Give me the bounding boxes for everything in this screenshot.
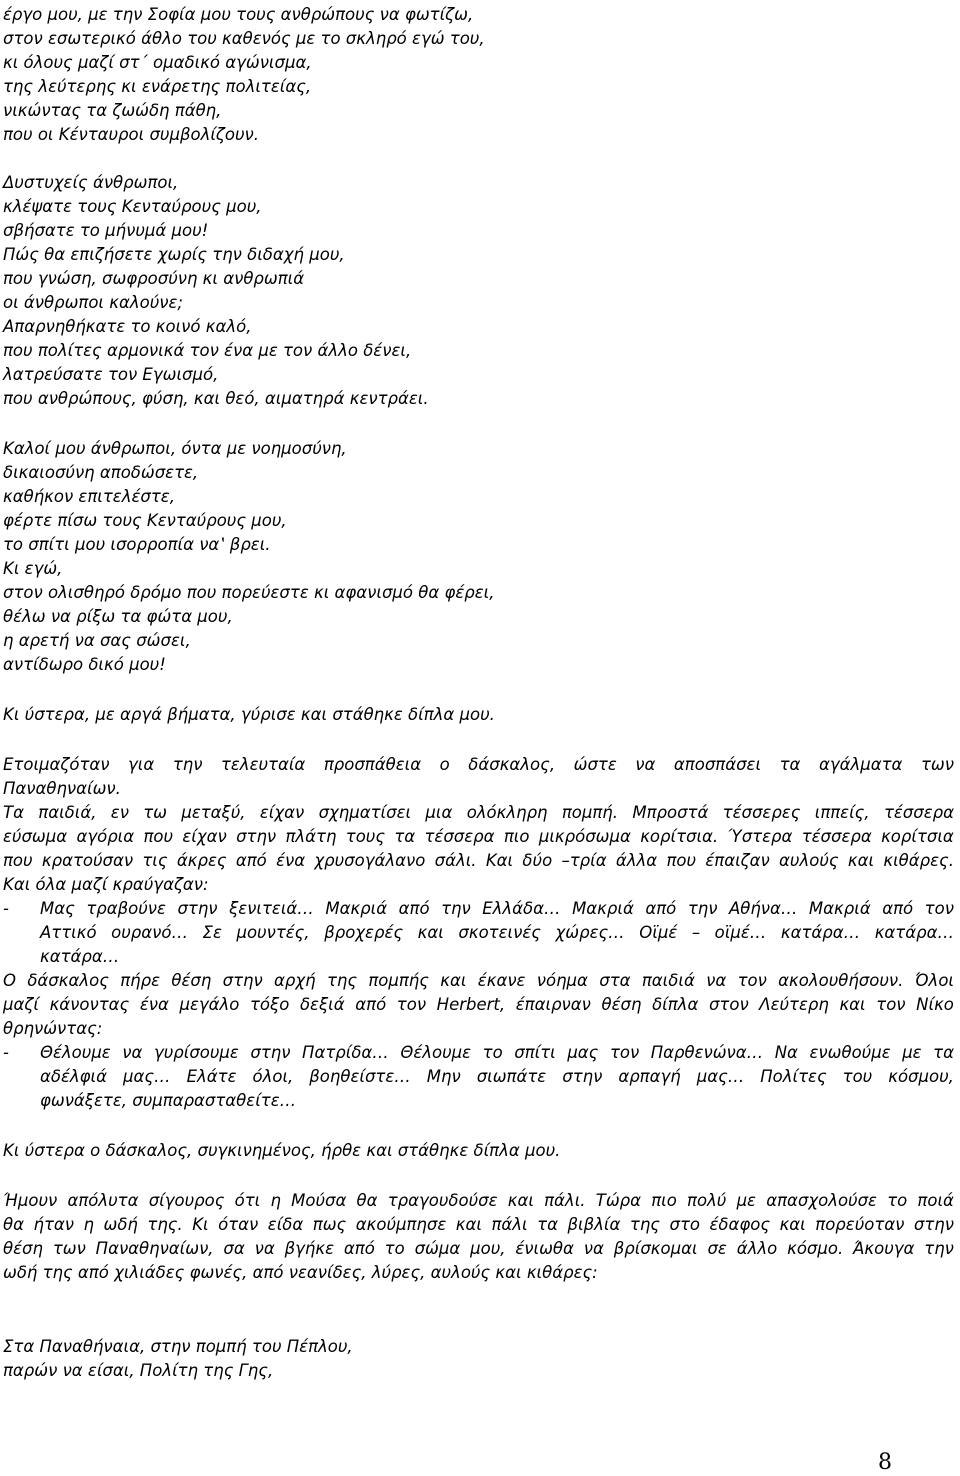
word: κρατούσαν	[41, 851, 134, 870]
word: Ελάτε	[186, 1067, 237, 1086]
word: εν	[110, 803, 129, 822]
word: αγόρια	[76, 827, 135, 846]
word: ακούμπησε	[355, 1215, 447, 1234]
word: σε	[707, 1239, 727, 1258]
word: που	[143, 827, 174, 846]
word: προσπάθεια	[323, 755, 422, 774]
word: της	[326, 971, 358, 990]
word: απασχολούσε	[766, 1191, 877, 1210]
word: το	[482, 1043, 503, 1062]
word: πάλι.	[544, 1191, 586, 1210]
word: νόημα	[536, 971, 588, 990]
word: τόξο	[250, 995, 290, 1014]
word: ωδή	[103, 1215, 138, 1234]
word: Μούσα	[291, 1191, 347, 1210]
word: τον	[924, 899, 954, 918]
poem-line: νικώντας τα ζωώδη πάθη,	[3, 101, 222, 120]
word: βγήκε	[284, 1239, 335, 1258]
word: και	[455, 1215, 482, 1234]
word: τραγουδούσε	[387, 1191, 498, 1210]
word: βιβλία	[567, 1215, 621, 1234]
poem-line: έργο μου, με την Σοφία μου τους ανθρώπους να φωτίζω,	[3, 5, 474, 24]
word: δεξιά	[299, 995, 345, 1014]
word: τέσσερα	[424, 827, 495, 846]
word: πάλι	[491, 1215, 528, 1234]
poem-line: Πώς θα επιζήσετε χωρίς την διδαχή μου,	[3, 245, 345, 264]
word: κόσμο.	[787, 1239, 844, 1258]
word: μαζί	[3, 995, 39, 1014]
word: ήταν	[33, 1215, 74, 1234]
word: βρίσκομαι	[613, 1239, 698, 1258]
poem-line: Καλοί μου άνθρωποι, όντα με νοημοσύνη,	[3, 439, 347, 458]
word: να	[583, 1239, 604, 1258]
word: σα	[223, 1239, 245, 1258]
word: σπίτι	[514, 1043, 556, 1062]
paragraph-line: θρηνώντας:	[3, 1019, 103, 1038]
word: χώρες…	[555, 923, 625, 942]
word: Σε	[202, 923, 222, 942]
word: μεγάλο	[179, 995, 240, 1014]
word: σιωπάτε	[476, 1067, 547, 1086]
justified-line	[3, 826, 954, 848]
word: Αθήνα…	[728, 899, 798, 918]
poem-line: καθήκον επιτελέστε,	[3, 487, 175, 506]
word: Ύστερα	[727, 827, 793, 846]
word: άλλο	[736, 1239, 778, 1258]
word: θα	[356, 1191, 378, 1210]
word: Οϊμέ	[639, 923, 678, 942]
justified-line	[3, 850, 954, 872]
word: –τρία	[561, 851, 607, 870]
word: δάσκαλος,	[468, 755, 556, 774]
word: σίγουρος	[148, 1191, 225, 1210]
word: Και	[485, 851, 514, 870]
word: κορίτσια	[881, 827, 954, 846]
poem-line: η αρετή να σας σώσει,	[3, 631, 191, 650]
word: το	[887, 1191, 908, 1210]
word: έκανε	[477, 971, 526, 990]
word: τραβούνε	[86, 899, 166, 918]
word: τα	[537, 1215, 558, 1234]
word: τον	[876, 995, 906, 1014]
poem-line: στον ολισθηρό δρόμο που πορεύεστε κι αφανισμό θα φέρει,	[3, 583, 495, 602]
paragraph-line: Παναθηναίων.	[3, 779, 121, 798]
word: με	[902, 1043, 922, 1062]
word: Πατρίδα…	[302, 1043, 389, 1062]
word: όταν	[218, 1215, 259, 1234]
word: πλάτη	[285, 827, 337, 846]
word: η	[270, 1191, 281, 1210]
word: δίπλα	[652, 995, 699, 1014]
word: στην	[250, 1043, 291, 1062]
poem-line: που γνώση, σωφροσύνη κι ανθρωπιά	[3, 269, 305, 288]
word: έπαιρναν	[515, 995, 591, 1014]
word: Herbert,	[436, 995, 506, 1014]
word: με	[736, 1191, 756, 1210]
word: οϊμέ…	[714, 923, 767, 942]
poem-line: κλέψατε τους Κενταύρους μου,	[3, 197, 262, 216]
word: θέση	[3, 1239, 43, 1258]
word: τις	[142, 851, 168, 870]
justified-line	[40, 1066, 954, 1088]
justified-line	[3, 970, 954, 992]
word: Παρθενώνα…	[650, 1043, 764, 1062]
word: ολόκληρη	[466, 803, 548, 822]
word: και	[779, 1215, 806, 1234]
word: πομπή.	[561, 803, 619, 822]
word: τον	[737, 971, 767, 990]
poem-line: Κι εγώ,	[3, 559, 63, 578]
word: μια	[425, 803, 453, 822]
word: πιο	[503, 827, 530, 846]
word: χρυσογάλανο	[314, 851, 426, 870]
word: σχηματίσει	[318, 803, 412, 822]
word: πήρε	[120, 971, 161, 990]
justified-line	[3, 802, 954, 824]
final-line: παρών να είσαι, Πολίτη της Γης,	[3, 1361, 274, 1380]
word: αρπαγή	[618, 1067, 681, 1086]
poem-line: που πολίτες αρμονικά τον ένα με τον άλλο δένει,	[3, 341, 412, 360]
word: Μας	[40, 899, 75, 918]
word: είχαν	[259, 803, 305, 822]
justified-line	[3, 994, 954, 1016]
word: αδέλφιά	[40, 1067, 107, 1086]
word: τέσσερα	[883, 803, 954, 822]
word: η	[83, 1215, 94, 1234]
word: να	[122, 1043, 143, 1062]
poem-line: που ανθρώπους, φύση, και θεό, αιματηρά κεντράει.	[3, 389, 429, 408]
dash-marker: -	[3, 899, 9, 918]
word: Τώρα	[595, 1191, 641, 1210]
justified-line	[3, 1238, 954, 1260]
word: βροχερές	[324, 923, 404, 942]
word: Παναθηναίων,	[95, 1239, 214, 1258]
word: μικρόσωμα	[538, 827, 631, 846]
word: να	[254, 1239, 275, 1258]
word: σκοτεινές	[458, 923, 541, 942]
word: Τα	[3, 803, 24, 822]
word: αγάλματα	[818, 755, 903, 774]
word: ιππείς,	[814, 803, 870, 822]
word: ποιά	[917, 1191, 954, 1210]
word: Θέλουμε	[400, 1043, 472, 1062]
word: Αττικό	[40, 923, 97, 942]
word: και	[847, 851, 875, 870]
word: στην	[236, 827, 277, 846]
word: απόλυτα	[67, 1191, 139, 1210]
word: Να	[774, 1043, 798, 1062]
word: σάλι.	[434, 851, 477, 870]
paragraph-line: κατάρα…	[40, 947, 120, 966]
closing-line: Κι ύστερα ο δάσκαλος, συγκινημένος, ήρθε και στάθηκε δίπλα μου.	[3, 1141, 561, 1160]
word: ξενιτειά…	[229, 899, 314, 918]
word: από	[355, 995, 387, 1014]
word: πιο	[651, 1191, 677, 1210]
poem-line: Απαρνηθήκατε το κοινό καλό,	[3, 317, 252, 336]
poem-line: οι άνθρωποι καλούνε;	[3, 293, 183, 312]
poem-line: κι όλους μαζί στ΄ ομαδικό αγώνισμα,	[3, 53, 312, 72]
word: τον	[396, 995, 427, 1014]
word: Κι	[192, 1215, 209, 1234]
word: αρχή	[274, 971, 316, 990]
word: την	[441, 899, 471, 918]
justified-line	[40, 922, 954, 944]
word: Μπροστά	[632, 803, 709, 822]
word: πως	[312, 1215, 347, 1234]
word: τελευταία	[220, 755, 306, 774]
word: τα	[933, 1043, 954, 1062]
poem-line: που οι Κένταυροι συμβολίζουν.	[3, 125, 260, 144]
word: Όλοι	[914, 971, 954, 990]
word: από	[882, 899, 914, 918]
word: την	[172, 755, 203, 774]
poem-line: της λεύτερης κι ενάρετης πολιτείας,	[3, 77, 312, 96]
word: άκρες	[176, 851, 227, 870]
word: τέσσερες	[722, 803, 801, 822]
word: ότι	[234, 1191, 261, 1210]
word: στην	[562, 1067, 603, 1086]
word: πολύ	[687, 1191, 727, 1210]
word: μου,	[470, 1239, 506, 1258]
word: κορίτσια.	[640, 827, 719, 846]
paragraph-line: Και όλα μαζί κραύγαζαν:	[3, 875, 209, 894]
word: άλλα	[615, 851, 658, 870]
word: έδαφος	[709, 1215, 771, 1234]
word: και	[839, 995, 866, 1014]
word: ο	[439, 755, 450, 774]
word: αποσπάσει	[673, 755, 762, 774]
word: δύο	[522, 851, 553, 870]
page-number: 8	[878, 1450, 892, 1475]
word: από	[398, 899, 430, 918]
poem-line: θέλω να ρίξω τα φώτα μου,	[3, 607, 233, 626]
word: στην	[913, 1215, 954, 1234]
word: ένα	[139, 995, 169, 1014]
word: σώμα	[414, 1239, 461, 1258]
word: την	[687, 899, 718, 918]
word: μας…	[696, 1067, 745, 1086]
word: Μακριά	[572, 899, 634, 918]
word: Λεύτερη	[759, 995, 829, 1014]
word: θέση	[171, 971, 212, 990]
word: έπαιζαν	[705, 851, 770, 870]
word: πορεύοταν	[815, 1215, 905, 1234]
word: στην	[222, 971, 263, 990]
word: ένα	[276, 851, 306, 870]
word: ένιωθα	[515, 1239, 574, 1258]
word: στα	[599, 971, 631, 990]
word: είδα	[267, 1215, 304, 1234]
word: παιδιά,	[38, 803, 97, 822]
poem-line: στον εσωτερικό άθλο του καθενός με το σκληρό εγώ του,	[3, 29, 485, 48]
poem-line: δικαιοσύνη αποδώσετε,	[3, 463, 199, 482]
word: Μακριά	[808, 899, 871, 918]
word: παιδιά	[641, 971, 695, 990]
word: που	[666, 851, 697, 870]
final-line: Στα Παναθήναια, στην πομπή του Πέπλου,	[3, 1337, 353, 1356]
word: μας	[567, 1043, 599, 1062]
word: μας…	[123, 1067, 171, 1086]
word: τέσσερα	[801, 827, 872, 846]
word: Ετοιμαζόταν	[3, 755, 110, 774]
justified-line	[3, 1190, 954, 1212]
paragraph-line: φωνάξετε, συμπαρασταθείτε…	[40, 1091, 297, 1110]
word: θα	[3, 1215, 24, 1234]
word: Πολίτες	[760, 1067, 827, 1086]
word: των	[52, 1239, 86, 1258]
word: από	[235, 851, 267, 870]
word: τον	[609, 1043, 640, 1062]
word: που	[3, 851, 33, 870]
word: ουρανό…	[111, 923, 188, 942]
word: εύσωμα	[3, 827, 68, 846]
word: κιθάρες.	[883, 851, 954, 870]
word: κατάρα…	[874, 923, 954, 942]
word: Ο	[3, 971, 16, 990]
poem-line: φέρτε πίσω τους Κενταύρους μου,	[3, 511, 287, 530]
word: της.	[147, 1215, 183, 1234]
word: από	[645, 899, 677, 918]
word: στον	[708, 995, 749, 1014]
word: Μακριά	[325, 899, 388, 918]
word: να	[635, 755, 656, 774]
word: και	[507, 1191, 534, 1210]
word: τω	[143, 803, 168, 822]
word: γυρίσουμε	[153, 1043, 239, 1062]
poem-line: αντίδωρο δικό μου!	[3, 655, 166, 674]
word: την	[924, 1239, 954, 1258]
word: τα	[394, 827, 416, 846]
word: Ήμουν	[3, 1191, 58, 1210]
word: ώστε	[573, 755, 617, 774]
word: κάνοντας	[49, 995, 130, 1014]
word: στην	[177, 899, 218, 918]
poem-line: λατρεύσατε τον Εγωισμό,	[3, 365, 219, 384]
word: θέση	[601, 995, 642, 1014]
word: να	[706, 971, 727, 990]
word: από	[343, 1239, 375, 1258]
word: κατάρα…	[780, 923, 861, 942]
word: όλοι,	[252, 1067, 294, 1086]
paragraph-line: ωδή της από χιλιάδες φωνές, από νεανίδες, λύρες, αυλούς και κιθάρες:	[3, 1263, 598, 1282]
word: δάσκαλος	[27, 971, 109, 990]
word: και	[440, 971, 467, 990]
word: Μην	[426, 1067, 461, 1086]
word: βοηθείστε…	[309, 1067, 411, 1086]
poem-line: Δυστυχείς άνθρωποι,	[3, 173, 179, 192]
word: των	[920, 755, 954, 774]
dash-marker: -	[3, 1043, 9, 1062]
word: είχαν	[182, 827, 227, 846]
word: μουντές,	[236, 923, 310, 942]
justified-line	[3, 754, 954, 776]
word: ενωθούμε	[809, 1043, 891, 1062]
poem-line: σβήσατε το μήνυμά μου!	[3, 221, 209, 240]
justified-line	[40, 1042, 954, 1064]
word: Άκουγα	[853, 1239, 915, 1258]
word: για	[128, 755, 155, 774]
word: στο	[669, 1215, 700, 1234]
word: Νίκο	[916, 995, 954, 1014]
word: τους	[345, 827, 386, 846]
justified-line	[40, 898, 954, 920]
word: Ελλάδα…	[482, 899, 561, 918]
word: μεταξύ,	[181, 803, 246, 822]
word: το	[384, 1239, 405, 1258]
closing-line: Κι ύστερα, με αργά βήματα, γύρισε και στάθηκε δίπλα μου.	[3, 705, 495, 724]
poem-line: το σπίτι μου ισορροπία να‛ βρει.	[3, 535, 271, 554]
word: ακολουθήσουν.	[778, 971, 904, 990]
word: αυλούς	[779, 851, 839, 870]
justified-line	[3, 1214, 954, 1236]
word: τα	[779, 755, 801, 774]
word: κόσμου,	[888, 1067, 954, 1086]
word: και	[417, 923, 444, 942]
word: πομπής	[368, 971, 429, 990]
word: –	[691, 923, 701, 942]
word: της	[629, 1215, 660, 1234]
word: Θέλουμε	[40, 1043, 111, 1062]
word: του	[842, 1067, 873, 1086]
